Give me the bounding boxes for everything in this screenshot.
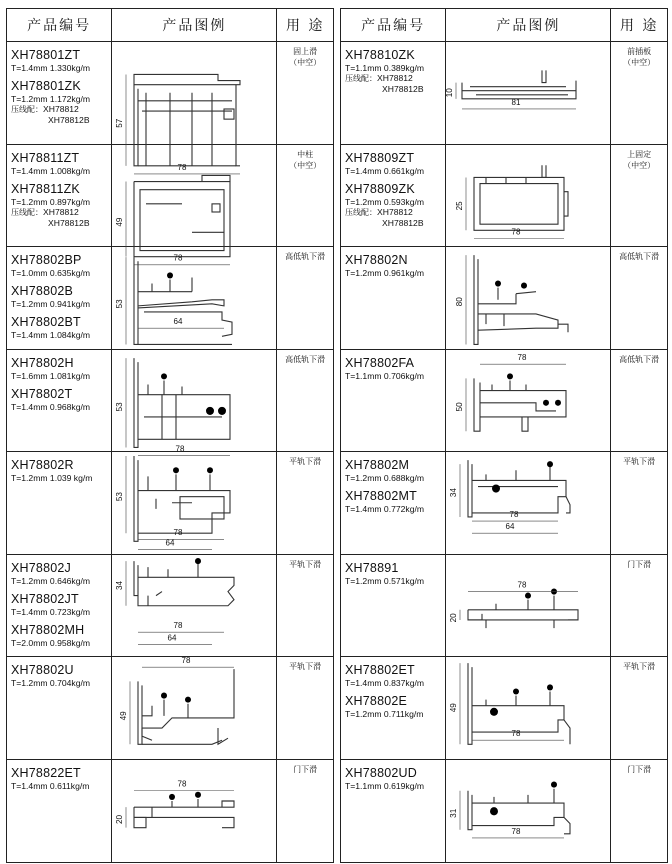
profile-outline: [474, 373, 566, 431]
product-spec: T=1.4mm 1.084kg/m: [11, 330, 91, 340]
usage-text: （中空）: [289, 58, 322, 67]
compat-label: 压线配：: [11, 105, 43, 114]
product-spec: T=1.4mm 0.723kg/m: [11, 606, 91, 617]
product-spec: T=1.1mm 0.706kg/m: [345, 370, 425, 381]
product-row: [7, 247, 333, 350]
dimension-label: 34: [115, 580, 125, 590]
profile-diagram: [446, 42, 611, 144]
product-spec: T=1.4mm 0.968kg/m: [11, 401, 91, 412]
dimension-label: 53: [115, 401, 125, 411]
dimension-label: 64: [173, 317, 183, 327]
product-row: [341, 42, 667, 145]
product-spec: T=1.1mm 0.389kg/m: [345, 63, 425, 73]
product-code: XH78802E: [345, 694, 408, 708]
header-code: 产品编号: [7, 9, 112, 41]
profile-diagram: [112, 42, 277, 172]
product-row: [341, 452, 667, 555]
product-row: [341, 760, 667, 863]
compat-code: XH78812B: [48, 115, 90, 125]
header-figure: 产品图例: [446, 9, 611, 41]
profile-drawing: [446, 760, 612, 863]
compat-code: XH78812: [43, 104, 79, 114]
product-spec: T=1.1mm 0.619kg/m: [345, 780, 425, 791]
compat-code: XH78812B: [382, 84, 424, 94]
product-code-cell: [7, 350, 112, 452]
dimension-label: 64: [165, 538, 175, 548]
usage-text: 平轨下滑: [289, 662, 322, 671]
dimension-label: 80: [455, 297, 465, 307]
product-code: XH78811ZK: [11, 181, 80, 196]
usage-text: 上固定: [627, 149, 652, 159]
product-code: XH78801ZK: [11, 79, 81, 93]
profile-drawing: [446, 555, 612, 657]
profile-outline: [134, 558, 234, 606]
compat-label: 压线配：: [345, 207, 377, 217]
compat-line: [345, 73, 445, 84]
profile-diagram: [446, 145, 611, 247]
product-code: XH78802U: [11, 663, 74, 677]
usage-text: 平轨下滑: [289, 457, 322, 466]
product-code: XH78802B: [11, 284, 74, 298]
table-header: [7, 9, 333, 42]
dimension-label: 53: [115, 492, 125, 502]
product-spec: T=1.2mm 1.172kg/m: [11, 94, 91, 104]
dimension-label: 78: [173, 253, 183, 263]
usage-cell: [611, 42, 667, 144]
product-code: XH78802BP: [11, 253, 82, 267]
compat-line: [11, 207, 111, 218]
dimension-label: 20: [449, 612, 459, 622]
usage-cell: [611, 760, 667, 863]
product-row: [7, 760, 333, 863]
product-spec: T=1.4mm 0.661kg/m: [345, 165, 425, 176]
product-code: XH78810ZK: [345, 48, 415, 62]
product-code: XH78822ET: [11, 765, 81, 780]
product-code: XH78802N: [345, 253, 408, 267]
usage-cell: [611, 657, 667, 759]
profile-drawing: [112, 657, 278, 759]
product-spec: T=2.0mm 0.958kg/m: [11, 637, 91, 648]
usage-cell: [611, 145, 667, 247]
usage-cell: [277, 42, 333, 144]
product-spec: T=1.2mm 0.941kg/m: [11, 299, 91, 309]
compat-line: [11, 104, 111, 115]
product-code-cell: [7, 145, 112, 247]
profile-diagram: [112, 760, 277, 863]
profile-diagram: [446, 350, 611, 452]
profile-drawing: [112, 350, 278, 452]
product-code-cell: [341, 760, 446, 863]
usage-cell: [611, 350, 667, 452]
product-code-cell: [7, 247, 112, 349]
product-code-cell: [341, 555, 446, 657]
usage-text: （中空）: [623, 58, 656, 67]
profile-diagram: [112, 145, 277, 263]
profile-diagram: [112, 657, 277, 759]
product-row: [7, 452, 333, 555]
product-code-cell: [7, 42, 112, 144]
profile-drawing: [446, 42, 612, 144]
dimension-label: 34: [449, 488, 459, 498]
product-row: [7, 350, 333, 453]
product-code-cell: [7, 657, 112, 759]
profile-outline: [134, 791, 234, 827]
product-code-cell: [341, 657, 446, 759]
product-spec: T=1.2mm 0.593kg/m: [345, 196, 425, 207]
product-row: [341, 145, 667, 248]
usage-text: 门下滑: [293, 764, 318, 774]
product-spec: T=1.6mm 1.081kg/m: [11, 370, 91, 381]
dimension-label: 25: [455, 200, 465, 210]
product-code: XH78802J: [11, 560, 71, 575]
product-code-cell: [341, 350, 446, 452]
profile-diagram: [446, 452, 611, 554]
compat-code: XH78812B: [48, 217, 90, 228]
profile-outline: [138, 669, 234, 744]
product-spec: T=1.4mm 1.008kg/m: [11, 165, 91, 176]
usage-cell: [277, 555, 333, 657]
product-row: [341, 350, 667, 453]
product-row: [341, 247, 667, 350]
product-code-cell: [7, 452, 112, 554]
usage-text: 门下滑: [627, 764, 652, 774]
product-spec: T=1.2mm 0.646kg/m: [11, 575, 91, 586]
compat-code: XH78812: [377, 73, 413, 83]
dimension-label: 64: [167, 632, 177, 642]
compat-label: 压线配：: [345, 74, 377, 83]
profile-drawing: [446, 247, 612, 349]
profile-drawing: [112, 145, 278, 263]
dimension-label: 49: [449, 703, 459, 713]
usage-text: 高低轨下滑: [285, 252, 326, 261]
product-code-cell: [341, 42, 446, 144]
table-header: [341, 9, 667, 42]
header-use: 用 途: [619, 18, 659, 34]
usage-text: 固上滑: [293, 47, 318, 56]
product-code: XH78802MT: [345, 489, 417, 503]
dimension-label: 78: [177, 162, 187, 172]
profile-diagram: [112, 555, 277, 657]
product-code-cell: [7, 555, 112, 657]
usage-text: 门下滑: [627, 559, 652, 569]
compat-line: [345, 207, 445, 218]
dimension-label: 57: [115, 118, 125, 128]
profile-drawing: [112, 42, 278, 172]
usage-cell: [277, 452, 333, 554]
product-code-cell: [341, 145, 446, 247]
compat-code: XH78812: [43, 206, 79, 217]
dimension-label: 78: [517, 579, 527, 589]
profile-outline: [134, 175, 230, 256]
dimension-label: 78: [511, 226, 521, 236]
dimension-label: 78: [509, 509, 519, 519]
product-spec: T=1.4mm 0.837kg/m: [345, 678, 425, 688]
right-product-table: [340, 8, 668, 863]
profile-outline: [474, 255, 568, 344]
usage-text: （中空）: [289, 160, 322, 170]
usage-cell: [277, 657, 333, 759]
profile-drawing: [446, 657, 612, 759]
dimension-label: 20: [115, 814, 125, 824]
usage-text: 中柱: [297, 149, 314, 159]
product-code: XH78802BT: [11, 315, 81, 329]
product-code: XH78802ET: [345, 663, 415, 677]
dimension-label: 49: [119, 711, 129, 721]
compat-code: XH78812B: [382, 217, 424, 228]
product-spec: T=1.4mm 0.772kg/m: [345, 504, 425, 514]
usage-text: （中空）: [623, 160, 656, 170]
profile-outline: [134, 358, 230, 447]
dimension-label: 78: [511, 729, 521, 739]
product-code: XH78801ZT: [11, 48, 81, 62]
profile-drawing: [112, 452, 278, 554]
usage-text: 高低轨下滑: [285, 354, 326, 364]
usage-cell: [277, 247, 333, 349]
product-code-cell: [341, 452, 446, 554]
profile-drawing: [112, 247, 278, 349]
profile-diagram: [446, 555, 611, 657]
dimension-label: 78: [173, 620, 183, 630]
usage-text: 平轨下滑: [623, 457, 656, 466]
usage-text: 前插板: [627, 47, 652, 56]
product-spec: T=1.2mm 0.688kg/m: [345, 473, 425, 483]
product-code: XH78802T: [11, 386, 73, 401]
header-figure: 产品图例: [112, 9, 277, 41]
dimension-label: 10: [445, 88, 455, 98]
product-code: XH78802M: [345, 458, 410, 472]
dimension-label: 78: [173, 528, 183, 538]
dimension-label: 53: [115, 299, 125, 309]
usage-cell: [277, 760, 333, 863]
product-code: XH78802MH: [11, 622, 85, 637]
product-row: [7, 657, 333, 760]
product-row: [7, 555, 333, 658]
product-code: XH78802R: [11, 458, 74, 472]
product-spec: T=1.2mm 0.711kg/m: [345, 709, 424, 719]
product-code: XH78802UD: [345, 765, 417, 780]
usage-text: 平轨下滑: [623, 662, 656, 671]
product-row: [341, 657, 667, 760]
profile-diagram: [112, 247, 277, 349]
dimension-label: 64: [505, 522, 515, 532]
usage-cell: [611, 555, 667, 657]
product-code-cell: [7, 760, 112, 863]
product-spec: T=1.0mm 0.635kg/m: [11, 268, 91, 278]
dimension-label: 49: [115, 217, 125, 227]
usage-cell: [611, 247, 667, 349]
profile-outline: [474, 165, 568, 230]
usage-cell: [277, 350, 333, 452]
header-code: 产品编号: [341, 9, 446, 41]
usage-text: 平轨下滑: [289, 559, 322, 569]
profile-outline: [468, 460, 570, 517]
product-spec: T=1.2mm 0.897kg/m: [11, 196, 91, 207]
profile-drawing: [446, 452, 612, 554]
usage-text: 高低轨下滑: [619, 354, 660, 364]
product-code: XH78802H: [11, 355, 74, 370]
product-spec: T=1.2mm 0.704kg/m: [11, 678, 91, 688]
product-spec: T=1.2mm 0.961kg/m: [345, 268, 425, 278]
product-spec: T=1.2mm 1.039 kg/m: [11, 473, 93, 483]
profile-outline: [134, 257, 232, 344]
product-code-cell: [341, 247, 446, 349]
product-spec: T=1.4mm 1.330kg/m: [11, 63, 91, 73]
usage-cell: [277, 145, 333, 247]
profile-diagram: [446, 760, 611, 863]
usage-text: 高低轨下滑: [619, 252, 660, 261]
profile-drawing: [112, 760, 278, 863]
header-use: 用 途: [285, 18, 325, 34]
product-code: XH78891: [345, 560, 399, 575]
dimension-label: 78: [175, 443, 185, 454]
compat-label: 压线配：: [11, 207, 43, 217]
product-code: XH78809ZK: [345, 181, 415, 196]
profile-outline: [462, 70, 576, 98]
profile-drawing: [446, 145, 612, 247]
dimension-label: 81: [511, 97, 521, 107]
profile-outline: [468, 588, 578, 628]
profile-diagram: [112, 452, 277, 554]
profile-drawing: [446, 350, 612, 452]
product-code: XH78811ZT: [11, 150, 80, 165]
dimension-label: 78: [517, 352, 527, 362]
profile-drawing: [112, 555, 278, 657]
dimension-label: 78: [511, 826, 521, 836]
dimension-label: 78: [177, 779, 187, 789]
profile-diagram: [112, 350, 277, 452]
profile-diagram: [446, 247, 611, 349]
product-code: XH78802JT: [11, 591, 79, 606]
product-row: [341, 555, 667, 658]
left-product-table: [6, 8, 334, 863]
compat-code: XH78812: [377, 206, 413, 217]
product-spec: T=1.4mm 0.611kg/m: [11, 780, 90, 791]
product-spec: T=1.2mm 0.571kg/m: [345, 575, 425, 586]
usage-cell: [611, 452, 667, 554]
dimension-label: 50: [455, 401, 465, 411]
product-code: XH78802FA: [345, 355, 415, 370]
product-code: XH78809ZT: [345, 150, 415, 165]
profile-diagram: [446, 657, 611, 759]
dimension-label: 78: [181, 656, 191, 666]
dimension-label: 31: [449, 808, 459, 818]
